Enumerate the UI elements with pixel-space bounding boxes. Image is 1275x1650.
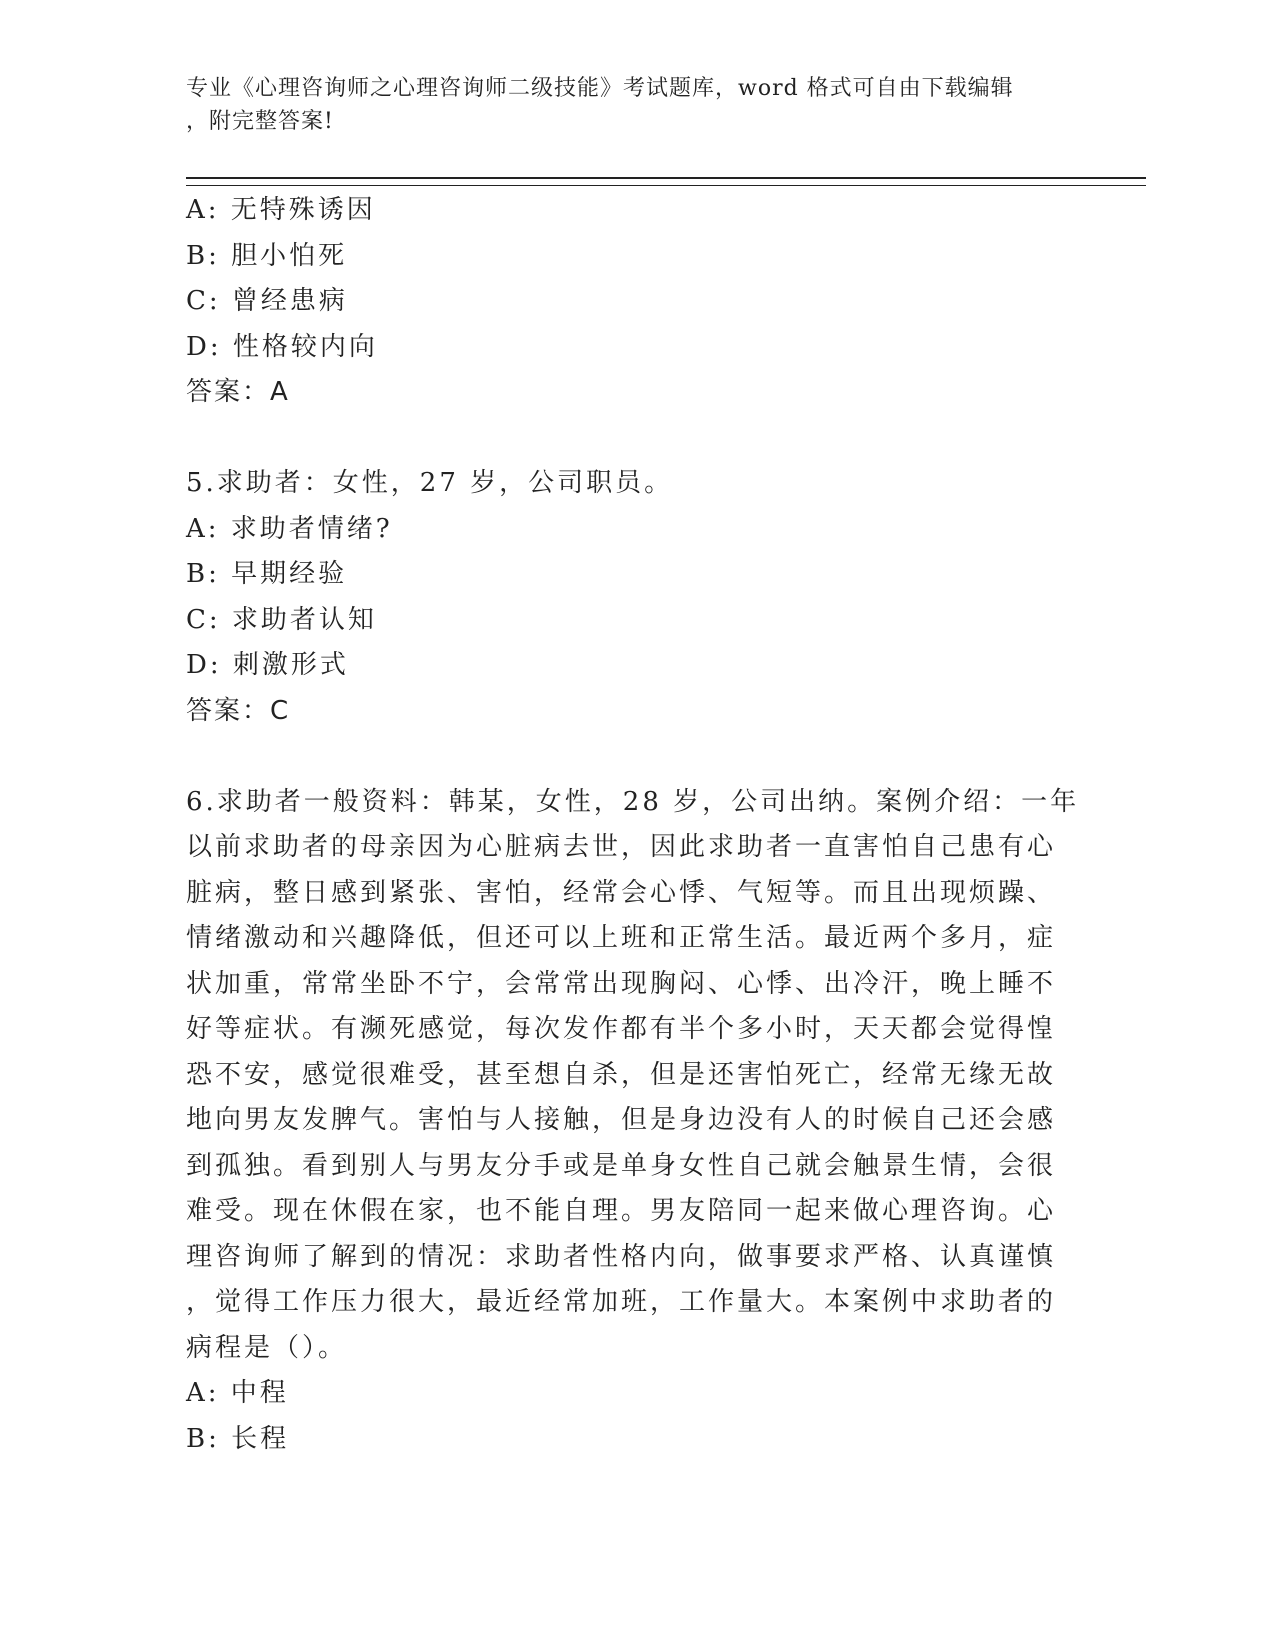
question-content <box>186 188 1080 1462</box>
option-b: B: 长程 <box>186 1423 290 1454</box>
question-5 <box>186 461 1066 734</box>
question-6 <box>186 780 1080 1463</box>
stem-line: 恐不安，感觉很难受，甚至想自杀，但是还害怕死亡，经常无缘无故 <box>186 1059 1057 1090</box>
stem-line: 好等症状。有濒死感觉，每次发作都有半个多小时，天天都会觉得惶 <box>186 1014 1057 1044</box>
stem-line: ，觉得工作压力很大，最近经常加班，工作量大。本案例中求助者的 <box>186 1287 1057 1317</box>
option-b: B: 胆小怕死 <box>186 240 348 271</box>
question-4-options <box>186 188 1066 416</box>
stem-line: 到孤独。看到别人与男友分手或是单身女性自己就会触景生情，会很 <box>186 1150 1057 1181</box>
option-c: C: 求助者认知 <box>186 604 377 635</box>
option-b: B: 早期经验 <box>186 559 348 589</box>
stem-line: 脏病，整日感到紧张、害怕，经常会心悸、气短等。而且出现烦躁、 <box>186 877 1057 908</box>
option-d: D: 刺激形式 <box>186 650 349 680</box>
document-header <box>186 72 1066 138</box>
question-stem: 5.求助者：女性，27 岁，公司职员。 <box>186 468 674 498</box>
stem-line: 病程是（）。 <box>186 1332 348 1363</box>
spacer <box>186 416 1066 462</box>
option-a: A: 中程 <box>186 1378 289 1408</box>
header-title-line-1: 专业《心理咨询师之心理咨询师二级技能》考试题库，word 格式可自由下载编辑 <box>186 76 1014 101</box>
stem-line: 以前求助者的母亲因为心脏病去世，因此求助者一直害怕自己患有心 <box>186 832 1057 862</box>
stem-line: 理咨询师了解到的情况：求助者性格内向，做事要求严格、认真谨慎 <box>186 1241 1057 1272</box>
answer-line: 答案：C <box>186 695 291 726</box>
stem-line: 状加重，常常坐卧不宁，会常常出现胸闷、心悸、出冷汗，晚上睡不 <box>186 968 1057 999</box>
spacer <box>186 734 1066 780</box>
option-a: A: 求助者情绪? <box>186 513 393 544</box>
stem-line: 难受。现在休假在家，也不能自理。男友陪同一起来做心理咨询。心 <box>186 1196 1057 1226</box>
header-divider <box>186 177 1146 186</box>
answer-line: 答案：A <box>186 377 290 407</box>
option-c: C: 曾经患病 <box>186 286 348 316</box>
option-d: D: 性格较内向 <box>186 331 378 362</box>
stem-line: 地向男友发脾气。害怕与人接触，但是身边没有人的时候自己还会感 <box>186 1105 1057 1135</box>
stem-line: 情绪激动和兴趣降低，但还可以上班和正常生活。最近两个多月，症 <box>186 923 1057 953</box>
stem-line: 6.求助者一般资料：韩某，女性，28 岁，公司出纳。案例介绍：一年 <box>186 786 1080 817</box>
option-a: A: 无特殊诱因 <box>186 195 376 225</box>
header-title-line-2: ，附完整答案! <box>186 109 334 134</box>
question-stem <box>186 780 1080 1372</box>
